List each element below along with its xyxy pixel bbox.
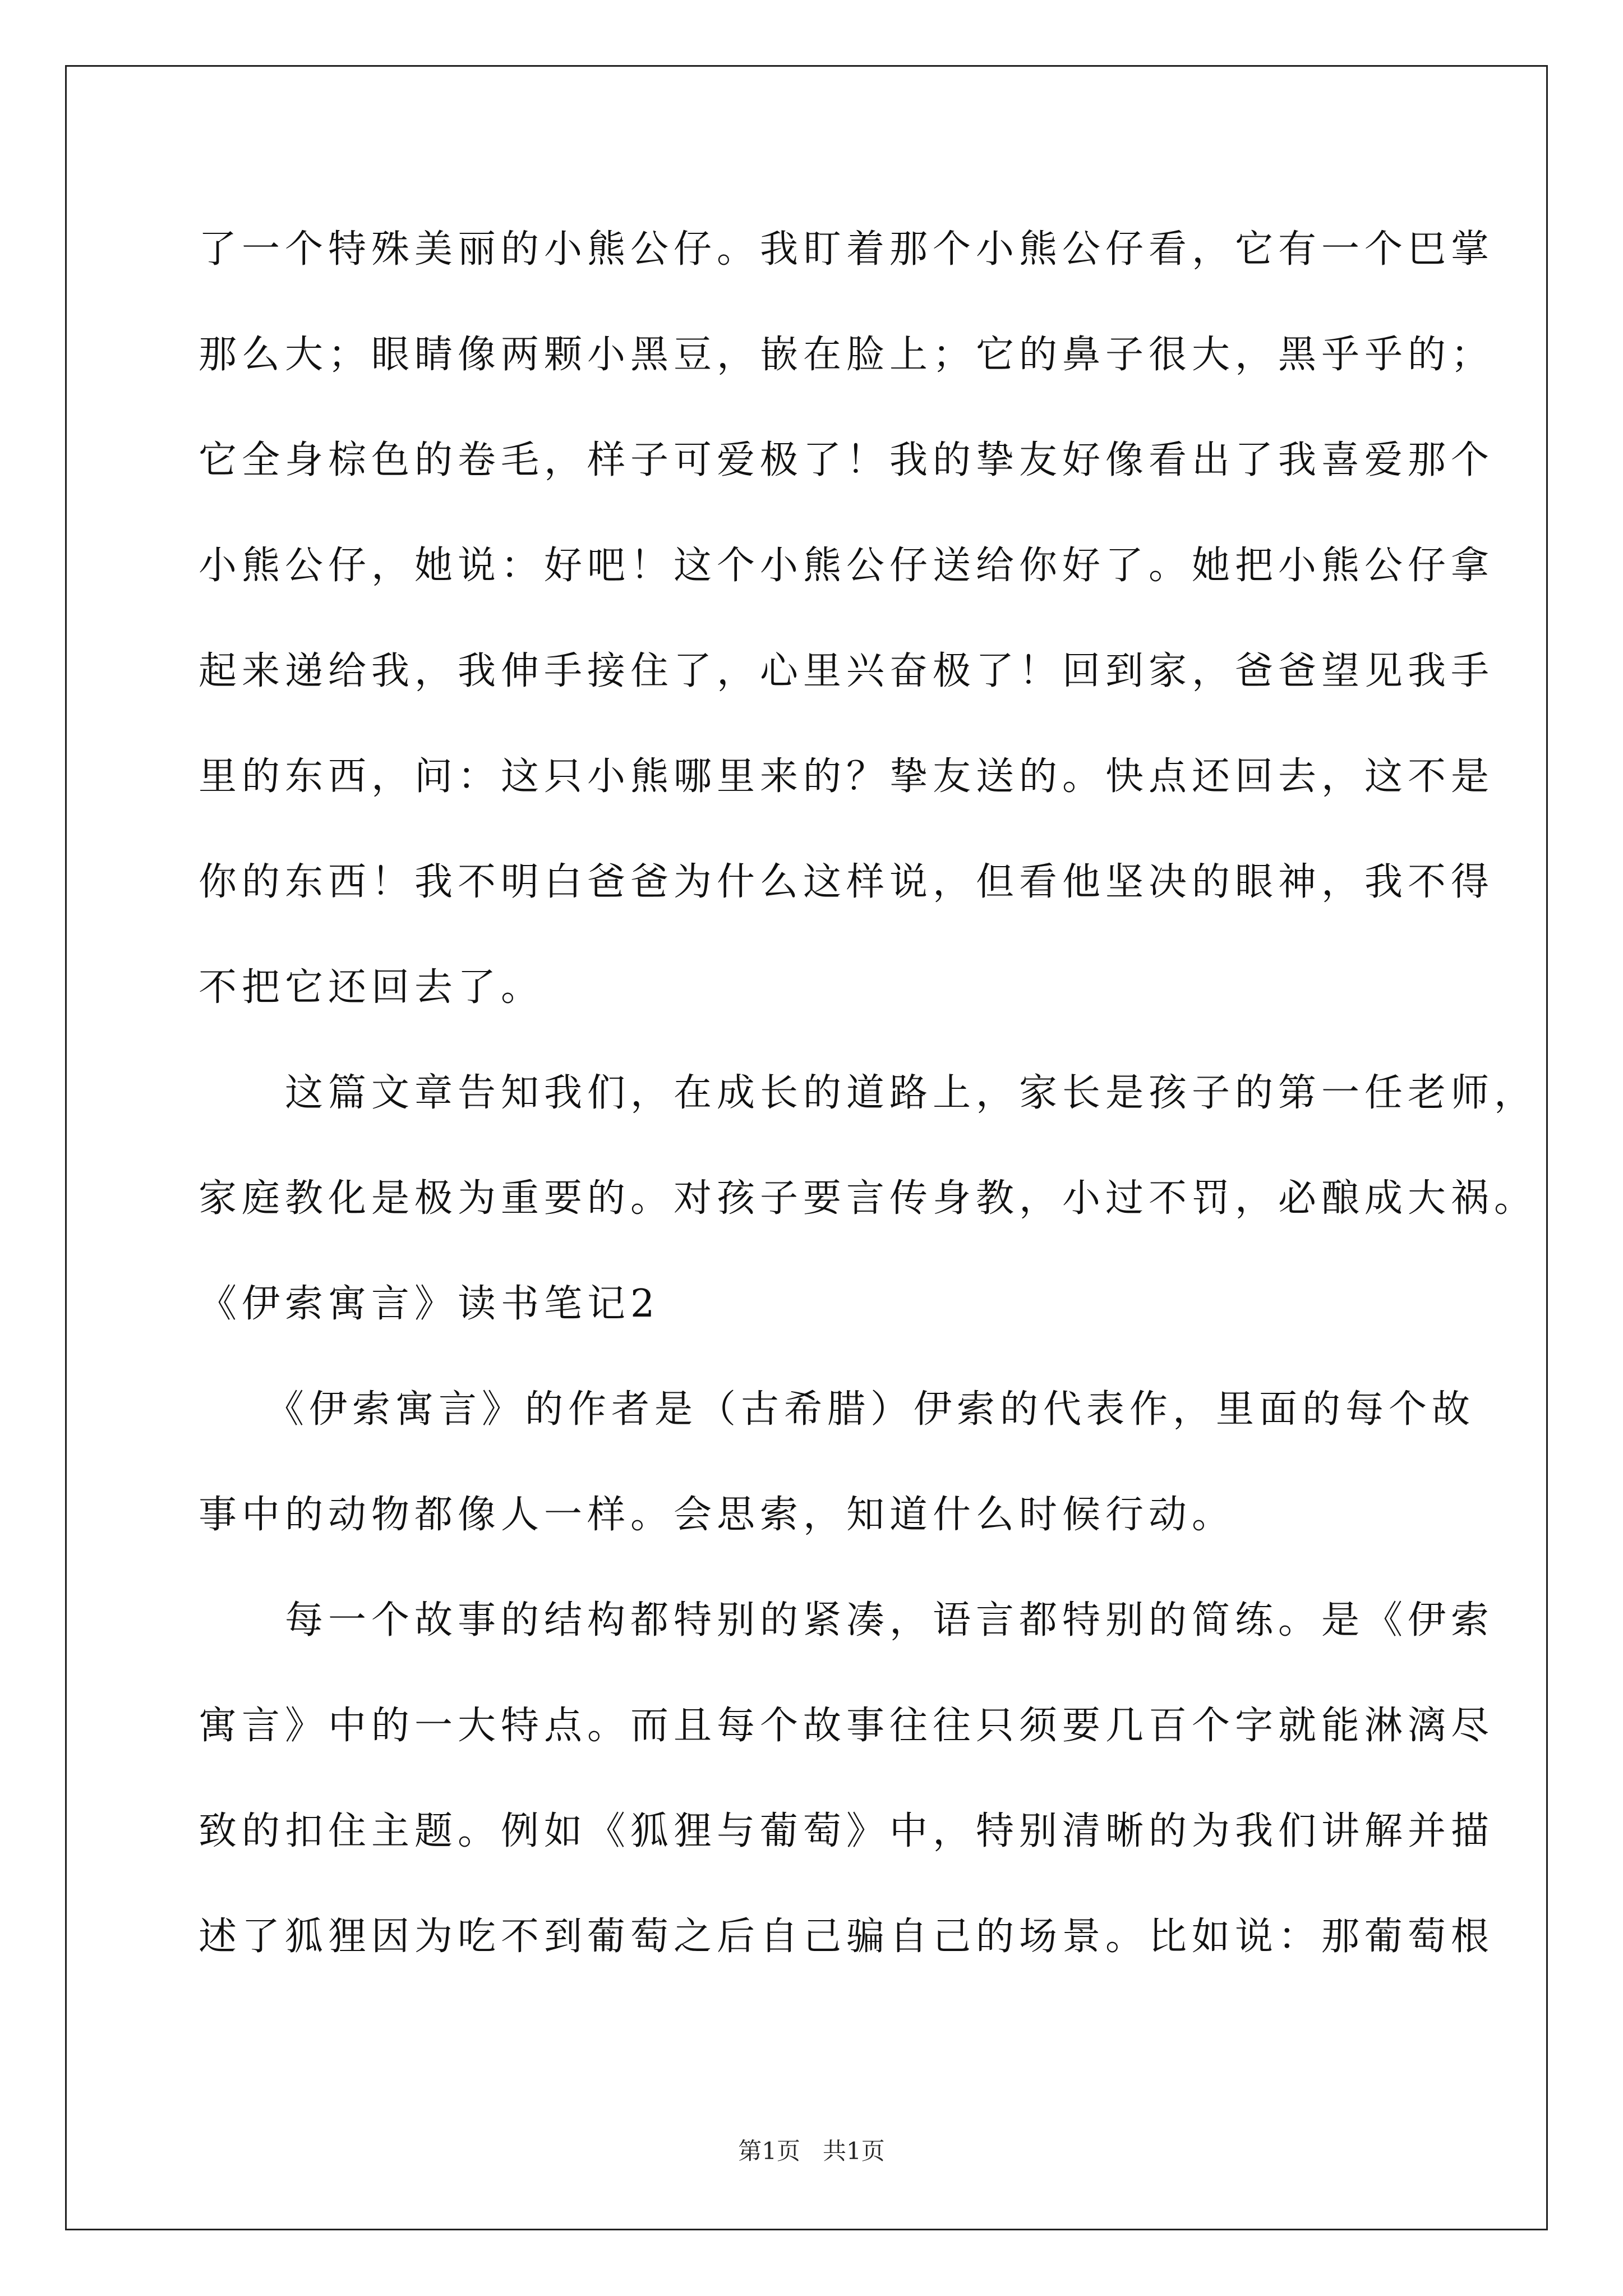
text-line: 它全身棕色的卷毛，样子可爱极了！我的挚友好像看出了我喜爱那个 — [199, 438, 1495, 482]
text-line: 你的东西！我不明白爸爸为什么这样说，但看他坚决的眼神，我不得 — [199, 860, 1495, 904]
page-footer — [0, 2137, 1623, 2165]
page-number-total: 共1页 — [823, 2137, 885, 2165]
text-line: 寓言》中的一大特点。而且每个故事往往只须要几百个字就能淋漓尽 — [199, 1704, 1495, 1748]
text-line: 了一个特殊美丽的小熊公仔。我盯着那个小熊公仔看，它有一个巴掌 — [199, 227, 1495, 272]
page-border — [65, 65, 1548, 2230]
text-line: 里的东西，问：这只小熊哪里来的？挚友送的。快点还回去，这不是 — [199, 754, 1495, 799]
text-line: 事中的动物都像人一样。会思索，知道什么时候行动。 — [199, 1493, 1235, 1537]
text-line: 不把它还回去了。 — [199, 965, 545, 1010]
section-heading: 《伊索寓言》读书笔记2 — [199, 1282, 660, 1326]
text-line: 起来递给我，我伸手接住了，心里兴奋极了！回到家，爸爸望见我手 — [199, 649, 1495, 693]
text-line: 那么大；眼睛像两颗小黑豆，嵌在脸上；它的鼻子很大，黑乎乎的； — [199, 333, 1495, 377]
text-line: 每一个故事的结构都特别的紧凑，语言都特别的简练。是《伊索 — [199, 1598, 1495, 1642]
text-line: 家庭教化是极为重要的。对孩子要言传身教，小过不罚，必酿成大祸。 — [199, 1176, 1538, 1221]
text-line: 《伊索寓言》的作者是（古希腊）伊索的代表作，里面的每个故 — [199, 1387, 1476, 1432]
text-line: 小熊公仔，她说：好吧！这个小熊公仔送给你好了。她把小熊公仔拿 — [199, 544, 1495, 588]
text-line: 这篇文章告知我们，在成长的道路上，家长是孩子的第一任老师， — [199, 1071, 1538, 1115]
text-line: 致的扣住主题。例如《狐狸与葡萄》中，特别清晰的为我们讲解并描 — [199, 1809, 1495, 1853]
text-line: 述了狐狸因为吃不到葡萄之后自己骗自己的场景。比如说：那葡萄根 — [199, 1915, 1495, 1959]
page-number-current: 第1页 — [738, 2137, 800, 2165]
